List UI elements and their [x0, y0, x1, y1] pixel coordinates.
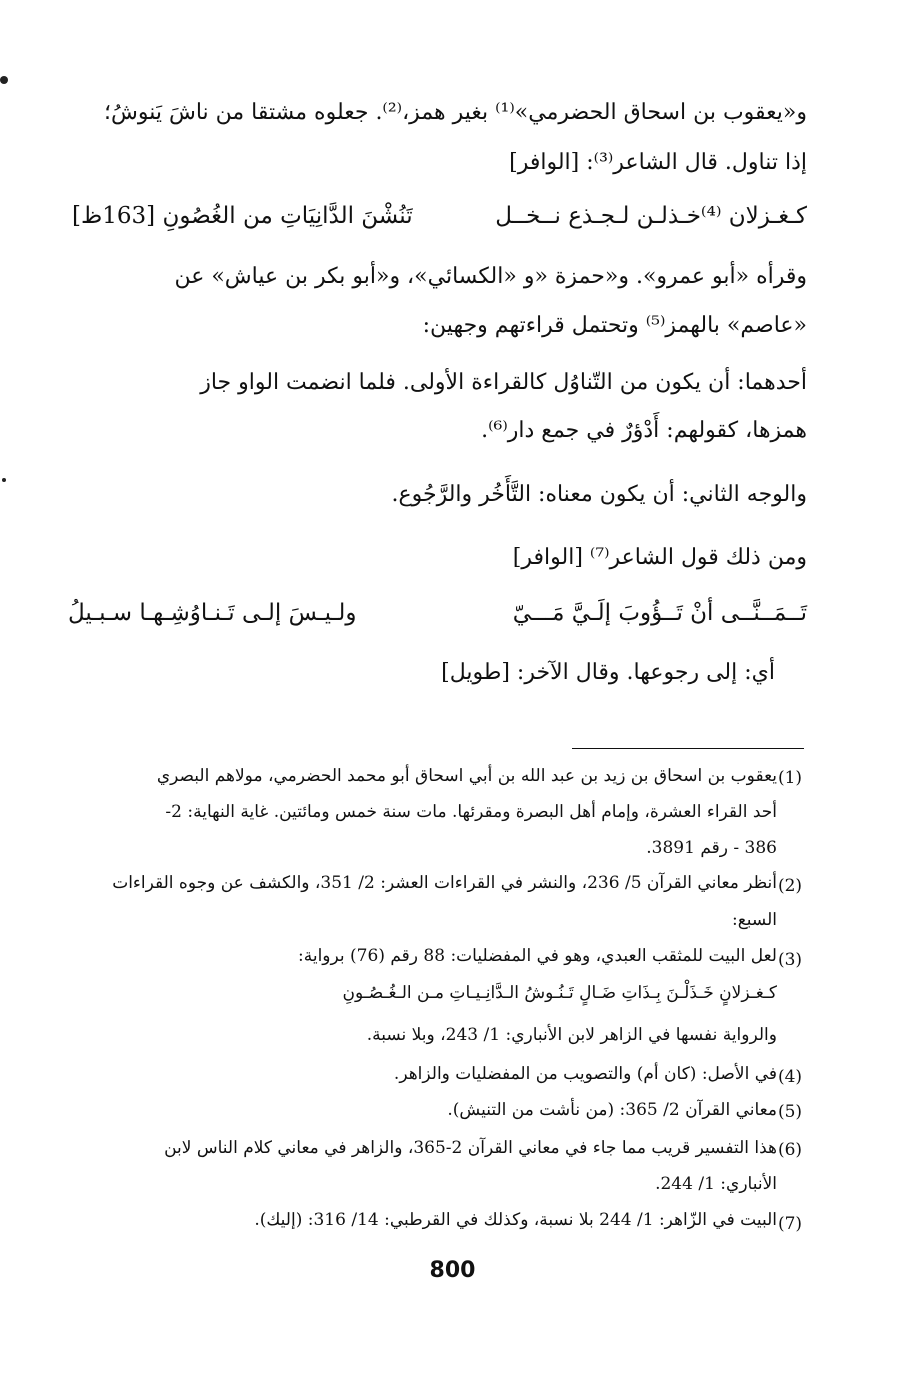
- footnote-6-line-1: هذا التفسير قريب مما جاء في معاني القرآن 2-365، والزاهر في معاني كلام الناس لابن: [164, 1138, 777, 1158]
- body-line-7: والوجه الثاني: أن يكون معناه: التَّأَخُر والرَّجُوع.: [391, 482, 807, 507]
- footnote-7-line-1: البيت في الزّاهر: 1/ 244 بلا نسبة، وكذلك في القرطبي: 14/ 316: (إليك).: [254, 1210, 777, 1230]
- scan-speck: [2, 478, 6, 482]
- footnote-number: (2): [777, 876, 803, 896]
- body-line-4: «عاصم» بالهمز⁽⁵⁾ وتحتمل قراءتهم وجهين:: [422, 313, 807, 338]
- page-number: 800: [429, 1258, 476, 1283]
- footnote-number: (7): [777, 1214, 803, 1234]
- verse-1-second-hemistich: تَنُشْنَ الدَّانِيَاتِ من الغُصُونِ [163ظ]: [72, 203, 413, 229]
- body-line-6: همزها، كقولهم: أَدْؤرٌ في جمع دار⁽⁶⁾.: [481, 418, 807, 443]
- footnote-number: (6): [777, 1140, 803, 1160]
- footnote-1-line-3: 386 - رقم 3891.: [646, 838, 777, 858]
- body-line-9: أي: إلى رجوعها. وقال الآخر: [طويل]: [441, 660, 775, 685]
- footnote-1-line-1: يعقوب بن اسحاق بن زيد بن عبد الله بن أبي اسحاق أبو محمد الحضرمي، مولاهم البصري: [156, 766, 777, 786]
- footnote-3-line-3: والرواية نفسها في الزاهر لابن الأنباري: 1/ 243، وبلا نسبة.: [366, 1025, 777, 1045]
- footnote-3-line-1: لعل البيت للمثقب العبدي، وهو في المفضليات: 88 رقم (76) برواية:: [298, 946, 777, 966]
- footnote-number: (5): [777, 1102, 803, 1122]
- verse-1-first-hemistich: كـغـزلان ⁽⁴⁾خـذلـن لـجـذع نــخــل: [495, 203, 807, 229]
- footnote-2-line-1: أنظر معاني القرآن 5/ 236، والنشر في القراءات العشر: 2/ 351، والكشف عن وجوه القراءات: [112, 873, 777, 893]
- footnote-2-line-2: السبع:: [732, 910, 777, 930]
- footnote-separator: [572, 748, 804, 749]
- footnote-number: (1): [777, 768, 803, 788]
- footnote-3-verse: كـغـزلانٍ خَـذَلْـنَ بِـذَاتِ ضَـالٍ تَـنُـوشُ الـدَّانِـيـاتِ مـن الـغُـصُـونِ: [342, 983, 777, 1003]
- footnote-4-line-1: في الأصل: (كان أم) والتصويب من المفضليات والزاهر.: [393, 1064, 777, 1084]
- body-line-5: أحدهما: أن يكون من التّناوُل كالقراءة الأولى. فلما انضمت الواو جاز: [200, 370, 807, 395]
- body-line-2: إذا تناول. قال الشاعر⁽³⁾: [الوافر]: [509, 150, 807, 175]
- verse-2-first-hemistich: تَــمَــنَّــى أنْ تَــؤُوبَ إلَـيَّ مَـــيّ: [512, 600, 807, 626]
- footnote-number: (4): [777, 1067, 803, 1087]
- footnote-1-line-2: أحد القراء العشرة، وإمام أهل البصرة ومقرئها. مات سنة خمس ومائتين. غاية النهاية: 2-: [165, 802, 777, 822]
- body-line-8: ومن ذلك قول الشاعر⁽⁷⁾ [الوافر]: [512, 545, 807, 570]
- scan-speck: [0, 76, 8, 84]
- body-line-3: وقرأه «أبو عمرو». و«حمزة «و «الكسائي»، و«أبو بكر بن عياش» عن: [174, 264, 807, 289]
- footnote-6-line-2: الأنباري: 1/ 244.: [655, 1174, 777, 1194]
- verse-2-second-hemistich: ولـيـسَ إلـى تَـنـاوُشِـهـا سـبـيلُ: [68, 600, 357, 626]
- footnote-5-line-1: معاني القرآن 2/ 365: (من نأشت من التنيش).: [447, 1100, 777, 1120]
- body-line-1: و«يعقوب بن اسحاق الحضرمي»⁽¹⁾ بغير همز،⁽²⁾. جعلوه مشتقا من ناشَ يَنوشُ؛: [104, 100, 807, 125]
- footnote-number: (3): [777, 950, 803, 970]
